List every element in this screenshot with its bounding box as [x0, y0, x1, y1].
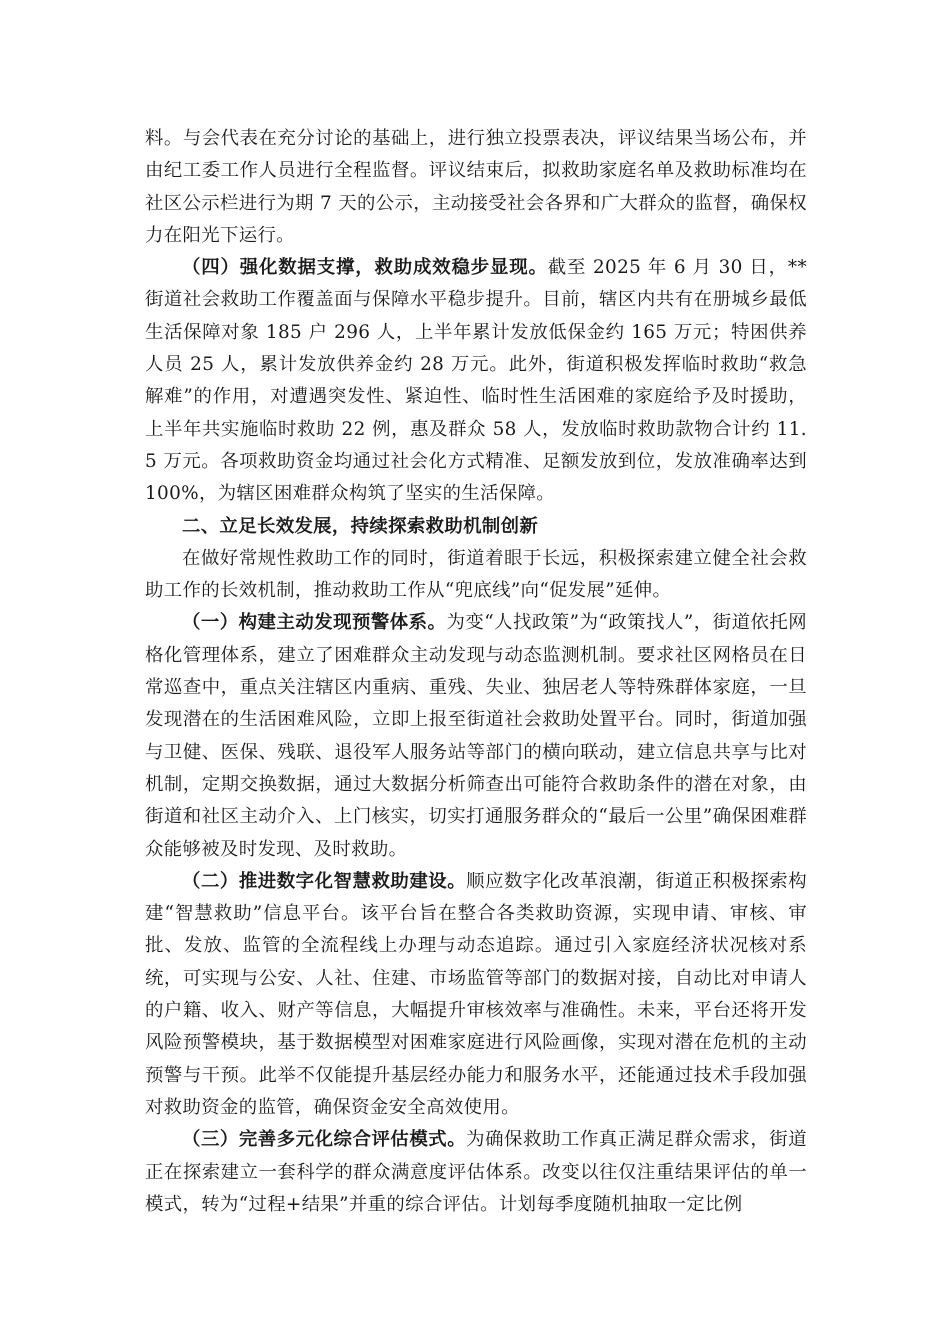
document-page	[145, 123, 807, 1221]
paragraph-continuation	[145, 123, 807, 252]
paragraph-heading: （二）推进数字化智慧救助建设。	[182, 870, 467, 892]
paragraph-text: 顺应数字化改革浪潮，街道正积极探索构建“智慧救助”信息平台。该平台旨在整合各类救助资源，实现申请、审核、审批、发放、监管的全流程线上办理与动态追踪。通过引入家庭经济状况核对系统，可实现与公安、人社、住建、市场监管等部门的数据对接，自动比对申请人的户籍、收入、财产等信息，大幅提升审核效率与准确性。未来，平台还将开发风险预警模块，基于数据模型对困难家庭进行风险画像，实现对潜在危机的主动预警与干预。此举不仅能提升基层经办能力和服务水平，还能通过技术手段加强对救助资金的监管，确保资金安全高效使用。	[145, 870, 807, 1118]
paragraph-text: 为确保救助工作真正满足群众需求，街道正在探索建立一套科学的群众满意度评估体系。改变以往仅注重结果评估的单一模式，转为“过程+结果”并重的综合评估。计划每季度随机抽取一定比例	[145, 1129, 807, 1215]
paragraph-text: 在做好常规性救助工作的同时，街道着眼于长远，积极探索建立健全社会救助工作的长效机制，推动救助工作从“兜底线”向“促发展”延伸。	[145, 547, 807, 602]
paragraph-data-support	[145, 252, 807, 510]
paragraph-evaluation	[145, 1124, 807, 1221]
paragraph-heading: （一）构建主动发现预警体系。	[182, 612, 447, 634]
paragraph-text: 为变“人找政策”为“政策找人”，街道依托网格化管理体系，建立了困难群众主动发现与动态监测机制。要求社区网格员在日常巡查中，重点关注辖区内重病、重残、失业、独居老人等特殊群体家庭，一旦发现潜在的生活困难风险，立即上报至街道社会救助处置平台。同时，街道加强与卫健、医保、残联、退役军人服务站等部门的横向联动，建立信息共享与比对机制，定期交换数据，通过大数据分析筛查出可能符合救助条件的潜在对象，由街道和社区主动介入、上门核实，切实打通服务群众的“最后一公里”确保困难群众能够被及时发现、及时救助。	[145, 612, 807, 860]
paragraph-intro	[145, 543, 807, 608]
paragraph-heading: （三）完善多元化综合评估模式。	[182, 1129, 467, 1151]
paragraph-heading: （四）强化数据支撑，救助成效稳步显现。	[182, 257, 548, 279]
section-heading	[145, 511, 807, 543]
paragraph-text: 料。与会代表在充分讨论的基础上，进行独立投票表决，评议结果当场公布，并由纪工委工作人员进行全程监督。评议结束后，拟救助家庭名单及救助标准均在社区公示栏进行为期 7 天的公示，主动接受社会各界和广大群众的监督，确保权力在阳光下运行。	[145, 128, 807, 246]
paragraph-text: 截至 2025 年 6 月 30 日，**街道社会救助工作覆盖面与保障水平稳步提升。目前，辖区内共有在册城乡最低生活保障对象 185 户 296 人，上半年累计发放低保金约 165 万元；特困供养人员 25 人，累计发放供养金约 28 万元。此外，街道积极发挥临时救助“救急解难”的作用，对遭遇突发性、紧迫性、临时性生活困难的家庭给予及时援助，上半年共实施临时救助 22 例，惠及群众 58 人，发放临时救助款物合计约 11. 5 万元。各项救助资金均通过社会化方式精准、足额发放到位，发放准确率达到 100%，为辖区困难群众构筑了坚实的生活保障。	[145, 257, 807, 505]
paragraph-early-warning	[145, 607, 807, 865]
paragraph-smart-assistance	[145, 866, 807, 1124]
section-heading-text: 二、立足长效发展，持续探索救助机制创新	[182, 515, 539, 537]
